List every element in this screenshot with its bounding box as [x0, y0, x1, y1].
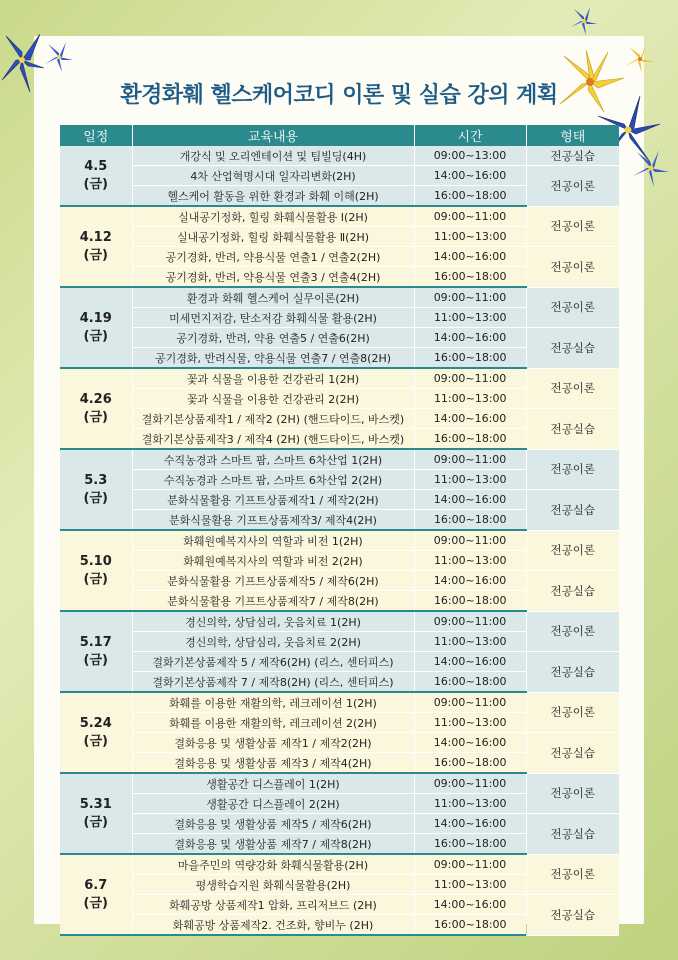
blue-lily-icon	[570, 6, 598, 36]
time-cell: 16:00~18:00	[414, 186, 526, 207]
schedule-group	[60, 530, 619, 611]
type-cell: 전공이론	[526, 692, 619, 733]
time-cell: 11:00~13:00	[414, 632, 526, 652]
header-type: 형태	[526, 125, 619, 146]
time-cell: 16:00~18:00	[414, 753, 526, 774]
schedule-group	[60, 146, 619, 206]
date-label: 5.3	[84, 472, 108, 488]
time-cell: 16:00~18:00	[414, 672, 526, 693]
content-cell: 수직농경과 스마트 팜, 스마트 6차산업 1(2H)	[132, 449, 414, 470]
schedule-group	[60, 692, 619, 773]
weekday-label: (금)	[83, 328, 108, 344]
schedule-group	[60, 854, 619, 935]
content-cell: 공기경화, 반려, 약용 연출5 / 연출6(2H)	[132, 328, 414, 348]
content-cell: 화훼를 이용한 재활의학, 레크레이션 2(2H)	[132, 713, 414, 733]
table-row	[60, 895, 619, 915]
weekday-label: (금)	[83, 176, 108, 192]
content-cell: 꽃과 식물을 이용한 건강관리 1(2H)	[132, 368, 414, 389]
type-cell: 전공실습	[526, 490, 619, 531]
time-cell: 14:00~16:00	[414, 409, 526, 429]
weekday-label: (금)	[83, 490, 108, 506]
time-cell: 16:00~18:00	[414, 267, 526, 288]
time-cell: 11:00~13:00	[414, 875, 526, 895]
content-cell: 화훼를 이용한 재활의학, 레크레이션 1(2H)	[132, 692, 414, 713]
content-cell: 결화기본상품제작 7 / 제작8(2H) (리스, 센터피스)	[132, 672, 414, 693]
content-cell: 결화응용 및 생활상품 제작5 / 제작6(2H)	[132, 814, 414, 834]
date-label: 4.19	[79, 310, 112, 326]
date-label: 5.10	[79, 553, 112, 569]
date-cell	[60, 368, 132, 449]
date-cell	[60, 530, 132, 611]
content-cell: 화훼원예복지사의 역할과 비전 1(2H)	[132, 530, 414, 551]
schedule-group	[60, 206, 619, 287]
date-label: 5.31	[79, 796, 112, 812]
time-cell: 16:00~18:00	[414, 348, 526, 369]
content-cell: 생활공간 디스플레이 1(2H)	[132, 773, 414, 794]
date-cell	[60, 449, 132, 530]
table-row	[60, 814, 619, 834]
table-row	[60, 146, 619, 166]
time-cell: 09:00~11:00	[414, 692, 526, 713]
time-cell: 11:00~13:00	[414, 308, 526, 328]
date-label: 5.24	[79, 715, 112, 731]
content-cell: 결화응용 및 생활상품 제작7 / 제작8(2H)	[132, 834, 414, 855]
content-cell: 실내공기정화, 힐링 화훼식물활용 Ⅱ(2H)	[132, 227, 414, 247]
time-cell: 14:00~16:00	[414, 571, 526, 591]
table-row	[60, 287, 619, 308]
table-row	[60, 328, 619, 348]
schedule-group	[60, 611, 619, 692]
time-cell: 14:00~16:00	[414, 814, 526, 834]
content-cell: 수직농경과 스마트 팜, 스마트 6차산업 2(2H)	[132, 470, 414, 490]
header-date: 일정	[60, 125, 132, 146]
table-row	[60, 773, 619, 794]
time-cell: 14:00~16:00	[414, 166, 526, 186]
content-cell: 꽃과 식물을 이용한 건강관리 2(2H)	[132, 389, 414, 409]
date-label: 5.17	[79, 634, 112, 650]
time-cell: 09:00~11:00	[414, 368, 526, 389]
content-cell: 공기경화, 반려, 약용식물 연출3 / 연출4(2H)	[132, 267, 414, 288]
table-row	[60, 409, 619, 429]
date-cell	[60, 611, 132, 692]
content-cell: 화훼공방 상품제작1 압화, 프리저브드 (2H)	[132, 895, 414, 915]
type-cell: 전공실습	[526, 652, 619, 693]
time-cell: 14:00~16:00	[414, 733, 526, 753]
time-cell: 09:00~11:00	[414, 287, 526, 308]
type-cell: 전공실습	[526, 409, 619, 450]
weekday-label: (금)	[83, 571, 108, 587]
time-cell: 11:00~13:00	[414, 794, 526, 814]
content-cell: 실내공기정화, 힐링 화훼식물활용 Ⅰ(2H)	[132, 206, 414, 227]
time-cell: 14:00~16:00	[414, 652, 526, 672]
time-cell: 09:00~11:00	[414, 854, 526, 875]
date-cell	[60, 773, 132, 854]
content-cell: 결화응용 및 생활상품 제작1 / 제작2(2H)	[132, 733, 414, 753]
schedule-group	[60, 368, 619, 449]
time-cell: 09:00~11:00	[414, 530, 526, 551]
time-cell: 11:00~13:00	[414, 551, 526, 571]
schedule-group	[60, 773, 619, 854]
type-cell: 전공이론	[526, 611, 619, 652]
content-cell: 화훼공방 상품제작2. 건조화, 향비누 (2H)	[132, 915, 414, 936]
time-cell: 14:00~16:00	[414, 328, 526, 348]
content-cell: 결화응용 및 생활상품 제작3 / 제작4(2H)	[132, 753, 414, 774]
date-label: 6.7	[84, 877, 108, 893]
date-cell	[60, 146, 132, 206]
time-cell: 16:00~18:00	[414, 915, 526, 936]
content-cell: 분화식물활용 기프트상품제작3/ 제작4(2H)	[132, 510, 414, 531]
date-cell	[60, 206, 132, 287]
content-cell: 마을주민의 역량강화 화훼식물활용(2H)	[132, 854, 414, 875]
blue-lily-icon	[632, 148, 670, 188]
time-cell: 16:00~18:00	[414, 591, 526, 612]
content-cell: 경신의학, 상담심리, 웃음치료 1(2H)	[132, 611, 414, 632]
time-cell: 16:00~18:00	[414, 510, 526, 531]
table-row	[60, 652, 619, 672]
table-row	[60, 368, 619, 389]
time-cell: 09:00~11:00	[414, 206, 526, 227]
time-cell: 11:00~13:00	[414, 470, 526, 490]
table-row	[60, 571, 619, 591]
type-cell: 전공이론	[526, 368, 619, 409]
header-content: 교육내용	[132, 125, 414, 146]
date-cell	[60, 287, 132, 368]
time-cell: 16:00~18:00	[414, 429, 526, 450]
type-cell: 전공실습	[526, 895, 619, 936]
content-cell: 4차 산업혁명시대 일자리변화(2H)	[132, 166, 414, 186]
content-cell: 결화기본상품제작3 / 제작4 (2H) (핸드타이드, 바스켓)	[132, 429, 414, 450]
time-cell: 14:00~16:00	[414, 247, 526, 267]
schedule-group	[60, 449, 619, 530]
time-cell: 11:00~13:00	[414, 227, 526, 247]
content-cell: 분화식물활용 기프트상품제작1 / 제작2(2H)	[132, 490, 414, 510]
schedule-group	[60, 287, 619, 368]
time-cell: 14:00~16:00	[414, 895, 526, 915]
table-row	[60, 247, 619, 267]
date-label: 4.12	[79, 229, 112, 245]
content-cell: 결화기본상품제작 5 / 제작6(2H) (리스, 센터피스)	[132, 652, 414, 672]
time-cell: 14:00~16:00	[414, 490, 526, 510]
weekday-label: (금)	[83, 814, 108, 830]
yellow-lily-icon	[624, 44, 656, 74]
weekday-label: (금)	[83, 247, 108, 263]
date-label: 4.26	[79, 391, 112, 407]
blue-lily-icon	[44, 40, 74, 74]
weekday-label: (금)	[83, 652, 108, 668]
time-cell: 09:00~11:00	[414, 449, 526, 470]
content-cell: 분화식물활용 기프트상품제작7 / 제작8(2H)	[132, 591, 414, 612]
table-row	[60, 733, 619, 753]
content-cell: 공기경화, 반려식물, 약용식물 연출7 / 연출8(2H)	[132, 348, 414, 369]
date-cell	[60, 692, 132, 773]
type-cell: 전공이론	[526, 247, 619, 288]
time-cell: 11:00~13:00	[414, 389, 526, 409]
weekday-label: (금)	[83, 733, 108, 749]
table-row	[60, 166, 619, 186]
type-cell: 전공실습	[526, 733, 619, 774]
table-row	[60, 692, 619, 713]
content-cell: 화훼원예복지사의 역할과 비전 2(2H)	[132, 551, 414, 571]
time-cell: 09:00~11:00	[414, 611, 526, 632]
type-cell: 전공실습	[526, 571, 619, 612]
type-cell: 전공이론	[526, 530, 619, 571]
table-row	[60, 206, 619, 227]
table-row	[60, 854, 619, 875]
type-cell: 전공이론	[526, 166, 619, 207]
content-cell: 헬스케어 활동을 위한 환경과 화훼 이해(2H)	[132, 186, 414, 207]
type-cell: 전공이론	[526, 206, 619, 247]
content-cell: 평생학습지원 화훼식물활용(2H)	[132, 875, 414, 895]
time-cell: 16:00~18:00	[414, 834, 526, 855]
type-cell: 전공이론	[526, 773, 619, 814]
weekday-label: (금)	[83, 895, 108, 911]
table-row	[60, 449, 619, 470]
content-cell: 개강식 및 오리엔테이션 및 팀빌딩(4H)	[132, 146, 414, 166]
content-cell: 미세먼지저감, 탄소저감 화훼식물 활용(2H)	[132, 308, 414, 328]
header-time: 시간	[414, 125, 526, 146]
table-header-row	[60, 125, 619, 146]
schedule-table	[60, 125, 619, 936]
content-cell: 공기경화, 반려, 약용식물 연출1 / 연출2(2H)	[132, 247, 414, 267]
date-cell	[60, 854, 132, 935]
content-cell: 경신의학, 상담심리, 웃음치료 2(2H)	[132, 632, 414, 652]
type-cell: 전공실습	[526, 328, 619, 369]
page-title: 환경화훼 헬스케어코디 이론 및 실습 강의 계획	[120, 83, 558, 108]
content-cell: 생활공간 디스플레이 2(2H)	[132, 794, 414, 814]
content-cell: 결화기본상품제작1 / 제작2 (2H) (핸드타이드, 바스켓)	[132, 409, 414, 429]
time-cell: 09:00~11:00	[414, 773, 526, 794]
table-row	[60, 611, 619, 632]
type-cell: 전공이론	[526, 449, 619, 490]
type-cell: 전공실습	[526, 814, 619, 855]
type-cell: 전공이론	[526, 854, 619, 895]
time-cell: 11:00~13:00	[414, 713, 526, 733]
time-cell: 09:00~13:00	[414, 146, 526, 166]
date-label: 4.5	[84, 158, 108, 174]
type-cell: 전공이론	[526, 287, 619, 328]
type-cell: 전공실습	[526, 146, 619, 166]
table-row	[60, 490, 619, 510]
content-cell: 환경과 화훼 헬스케어 실무이론(2H)	[132, 287, 414, 308]
table-row	[60, 530, 619, 551]
content-cell: 분화식물활용 기프트상품제작5 / 제작6(2H)	[132, 571, 414, 591]
weekday-label: (금)	[83, 409, 108, 425]
